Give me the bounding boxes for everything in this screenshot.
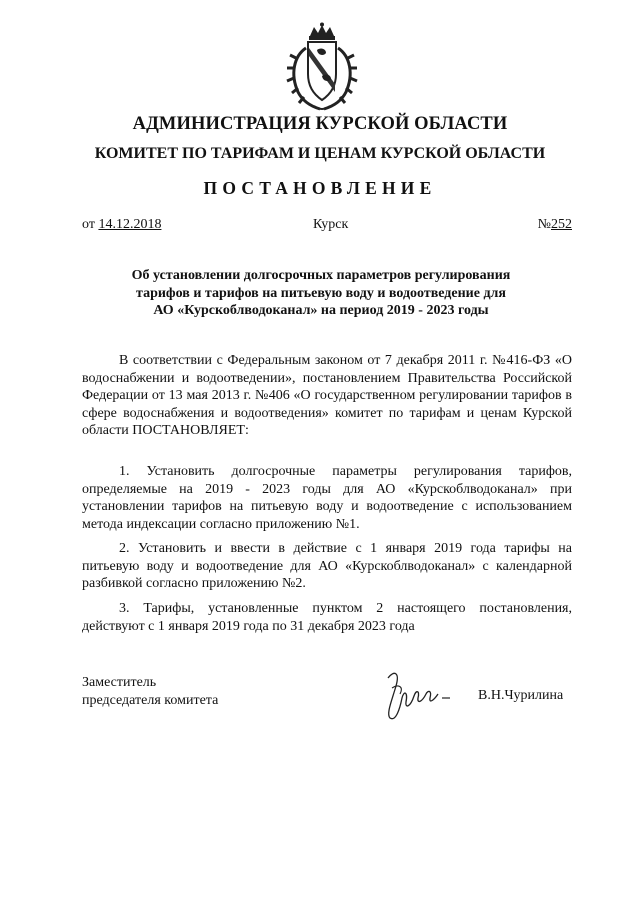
number-value: 252 bbox=[551, 217, 572, 232]
document-type-title: ПОСТАНОВЛЕНИЕ bbox=[203, 178, 437, 198]
signatory-name: В.Н.Чурилина bbox=[478, 688, 564, 703]
document-subject bbox=[90, 267, 552, 320]
signatory-title-line: председателя комитета bbox=[82, 693, 219, 708]
item-paragraph-3: 3. Тарифы, установленные пунктом 2 настоящего постановления, действуют с 1 января 2019 года по 31 декабря 2023 года bbox=[82, 601, 572, 634]
document-city: Курск bbox=[313, 217, 349, 232]
signatory-title-line: Заместитель bbox=[82, 675, 157, 690]
subject-line: тарифов и тарифов на питьевую воду и водоотведение для bbox=[136, 285, 506, 301]
organization-name: АДМИНИСТРАЦИЯ КУРСКОЙ ОБЛАСТИ bbox=[132, 114, 508, 134]
kursk-coat-of-arms-icon bbox=[284, 22, 360, 112]
subject-line: АО «Курскоблводоканал» на период 2019 - 2023 годы bbox=[153, 303, 489, 318]
preamble-paragraph: В соответствии с Федеральным законом от 7 декабря 2011 г. №416-ФЗ «О водоснабжении и водоотведении», постановлением Правительства Российской Федерации от 13 мая 2013 г. №406 «О государственном регулировании тарифов в сфере водоснабжения и водоотведения» комитет по тарифам и ценам Курской области ПОСТАНОВЛЯЕТ: bbox=[82, 353, 572, 439]
date-value: 14.12.2018 bbox=[98, 217, 162, 232]
document-date bbox=[82, 217, 161, 233]
item-paragraph-2: 2. Установить и ввести в действие с 1 января 2019 года тарифы на питьевую воду и водоотведение для АО «Курскоблводоканал» с календарной разбивкой согласно приложению №2. bbox=[82, 541, 572, 592]
signatory-title bbox=[82, 674, 218, 710]
handwritten-signature-icon bbox=[380, 668, 452, 724]
document-number bbox=[538, 217, 572, 233]
item-paragraph-1: 1. Установить долгосрочные параметры регулирования тарифов, определяемые на 2019 - 2023 годы для АО «Курскоблводоканал» при установлении тарифов на питьевую воду и водоотведение с использованием метода индексации согласно приложению №1. bbox=[82, 464, 572, 532]
subject-line: Об установлении долгосрочных параметров регулирования bbox=[131, 268, 511, 283]
committee-name: КОМИТЕТ ПО ТАРИФАМ И ЦЕНАМ КУРСКОЙ ОБЛАСТИ bbox=[94, 145, 546, 162]
document-meta-row bbox=[82, 217, 572, 235]
number-prefix: № bbox=[537, 217, 551, 232]
date-prefix: от bbox=[82, 217, 95, 232]
